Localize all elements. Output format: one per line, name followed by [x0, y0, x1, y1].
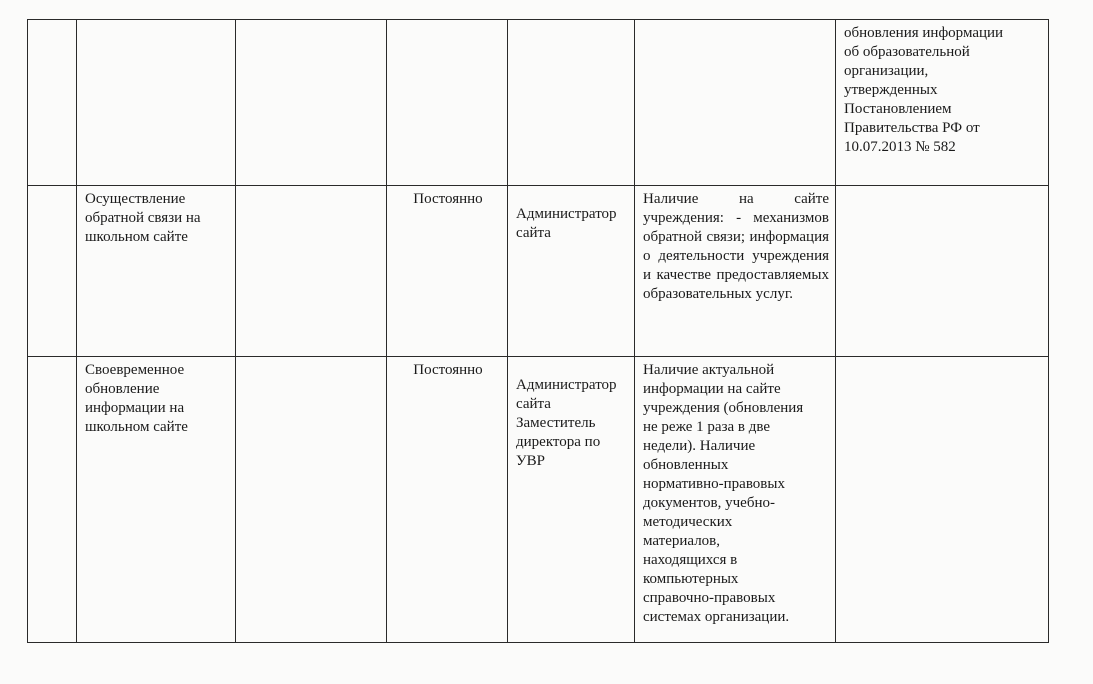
table-cell-result: Наличие на сайте учреждения: - механизмов обратной связи; информация о деятельности учреждения и качестве предоставляемых образовательных услуг.	[635, 186, 836, 357]
table-row	[28, 186, 1049, 357]
table-cell-empty	[236, 186, 387, 357]
table-cell-responsible	[508, 20, 635, 186]
table-cell-note	[836, 186, 1049, 357]
table-cell-empty	[236, 357, 387, 643]
table-cell-responsible: Администратор сайта Заместитель директора по УВР	[508, 357, 635, 643]
table-cell-responsible: Администратор сайта	[508, 186, 635, 357]
table-cell-activity: Своевременное обновление информации на школьном сайте	[77, 357, 236, 643]
table-cell-term: Постоянно	[387, 357, 508, 643]
table-cell-result	[635, 20, 836, 186]
table-row	[28, 20, 1049, 186]
table-cell-note	[836, 357, 1049, 643]
table-cell-empty	[236, 20, 387, 186]
table-cell-number	[28, 186, 77, 357]
table-cell-number	[28, 357, 77, 643]
table-cell-activity	[77, 20, 236, 186]
table-cell-activity: Осуществление обратной связи на школьном сайте	[77, 186, 236, 357]
plan-table	[27, 19, 1049, 643]
table-cell-note: обновления информации об образовательной организации, утвержденных Постановлением Правительства РФ от 10.07.2013 № 582	[836, 20, 1049, 186]
table-cell-term	[387, 20, 508, 186]
table-row	[28, 357, 1049, 643]
table-cell-number	[28, 20, 77, 186]
table-cell-term: Постоянно	[387, 186, 508, 357]
table-cell-result: Наличие актуальной информации на сайте учреждения (обновления не реже 1 раза в две недели). Наличие обновленных нормативно-правовых документов, учебно- методических материалов, находящихся в компьютерных справочно-правовых системах организации.	[635, 357, 836, 643]
